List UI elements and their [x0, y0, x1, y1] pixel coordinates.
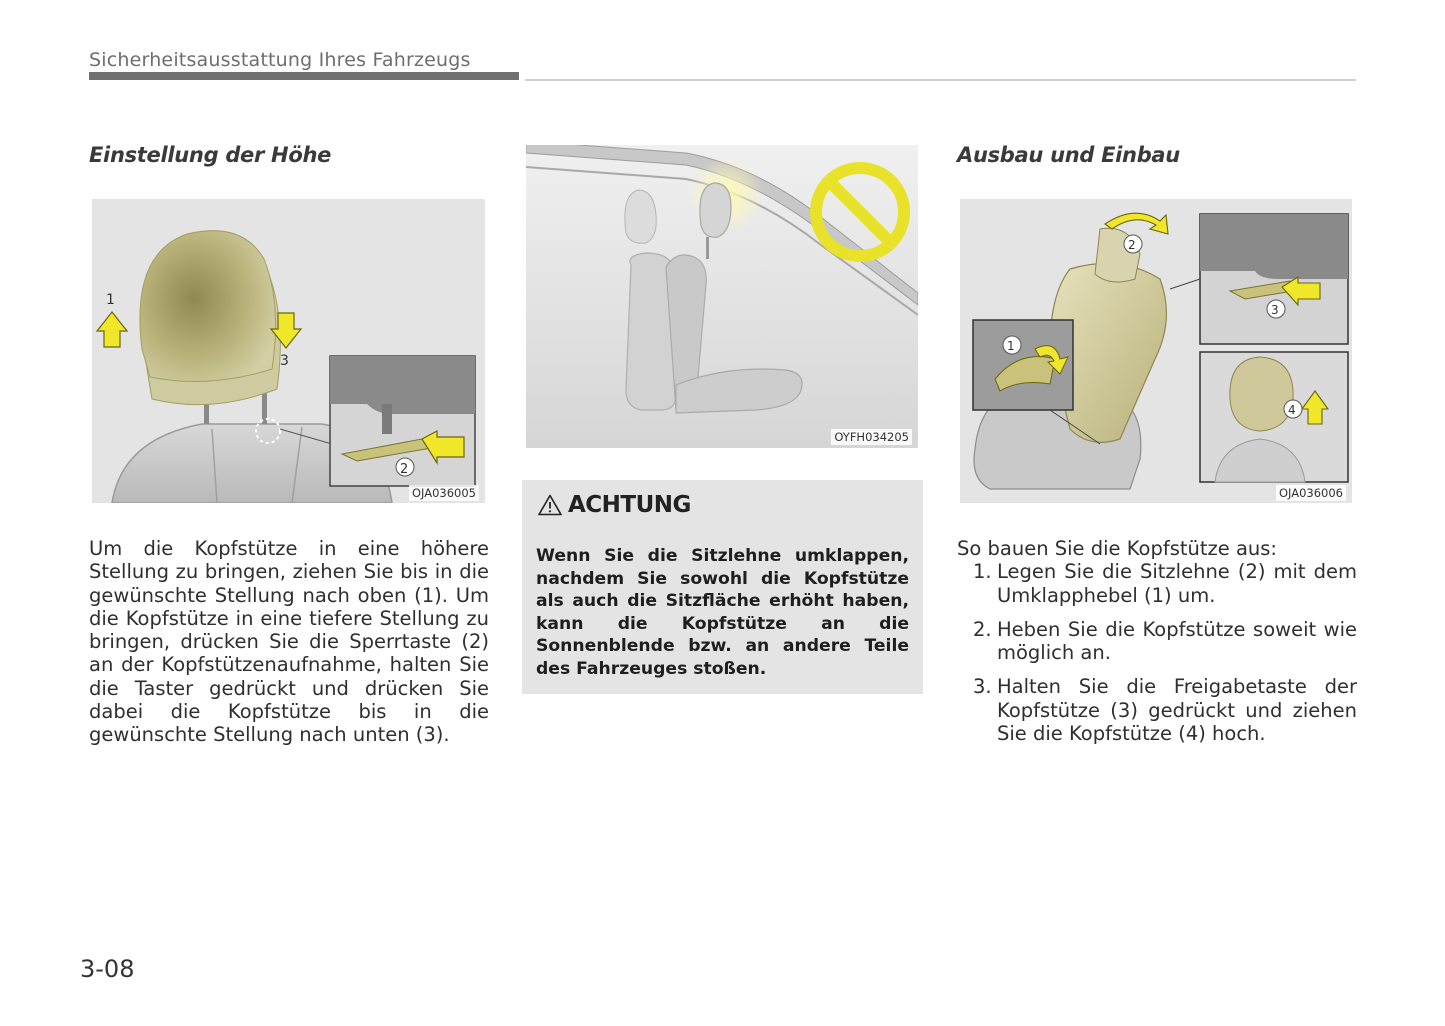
- svg-text:2: 2: [400, 462, 409, 477]
- figure-removal-installation: [960, 199, 1352, 503]
- svg-text:3: 3: [280, 353, 289, 369]
- svg-text:4: 4: [1288, 403, 1296, 417]
- header-rule-light: [525, 79, 1356, 81]
- paragraph-text: Um die Kopfstütze in eine höhere Stellung zu bringen, ziehen Sie bis in die gewünschte Stellung nach oben (1). Um die Kopfstütze in eine tiefere Stellung zu bringen, drücken Sie die Sperrtaste (2) an der Kopfstützenaufnahme, halten Sie die Taster gedrückt und drücken Sie dabei die Kopfstütze bis in die gewünschte Stellung nach unten (3).: [89, 537, 489, 747]
- section-heading-height-adjustment: Einstellung der Höhe: [89, 143, 332, 167]
- svg-text:3: 3: [1271, 303, 1279, 317]
- step-text: Heben Sie die Kopfstütze soweit wie möglich an.: [997, 617, 1357, 665]
- figure-height-adjustment: [92, 199, 485, 503]
- svg-text:2: 2: [1128, 238, 1136, 252]
- warning-title-text: ACHTUNG: [568, 492, 691, 518]
- step-text: Legen Sie die Sitzlehne (2) mit dem Umklapphebel (1) um.: [997, 560, 1357, 607]
- figure-sun-visor-collision: [526, 145, 918, 448]
- height-adjustment-paragraph: [89, 537, 489, 747]
- figure-code: OJA036005: [409, 485, 479, 501]
- step-number: 3.: [973, 675, 992, 699]
- svg-text:1: 1: [106, 292, 115, 308]
- list-item: [957, 675, 1357, 745]
- figure-code: OYFH034205: [831, 429, 912, 445]
- removal-steps: [957, 537, 1357, 745]
- list-item: [957, 618, 1357, 665]
- svg-text:1: 1: [1007, 339, 1015, 353]
- list-item: [957, 560, 1357, 607]
- step-number: 2.: [973, 617, 992, 641]
- warning-text: Wenn Sie die Sitzlehne umklappen, nachdem Sie sowohl die Kopfstütze als auch die Sitzfläche erhöht haben, kann die Kopfstütze an die Sonnenblende bzw. an andere Teile des Fahrzeuges stoßen.: [536, 546, 909, 679]
- steps-list: [957, 560, 1357, 745]
- page-number: 3-08: [80, 955, 135, 983]
- warning-title: [538, 492, 691, 518]
- headrest-adjustment-illustration: [92, 199, 485, 503]
- header-rule-dark: [89, 72, 519, 80]
- step-number: 1.: [973, 560, 992, 584]
- running-header: Sicherheitsausstattung Ihres Fahrzeugs: [89, 49, 471, 71]
- section-heading-removal-installation: Ausbau und Einbau: [957, 143, 1180, 167]
- warning-box: [522, 480, 923, 694]
- step-text: Halten Sie die Freigabetaste der Kopfstütze (3) gedrückt und ziehen Sie die Kopfstütze (4) hoch.: [997, 675, 1357, 746]
- warning-triangle-icon: [538, 494, 562, 516]
- headrest-removal-illustration: [960, 199, 1352, 503]
- figure-code: OJA036006: [1276, 485, 1346, 501]
- seat-collision-illustration: [526, 145, 918, 448]
- steps-intro: So bauen Sie die Kopfstütze aus:: [957, 537, 1277, 560]
